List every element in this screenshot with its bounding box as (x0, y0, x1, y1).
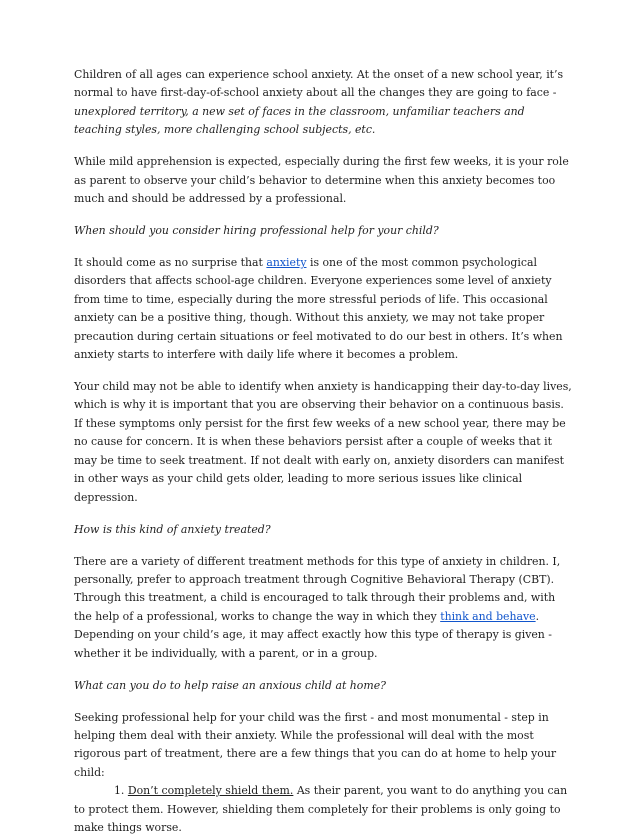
treatment-paragraph (74, 553, 574, 663)
think-and-behave-link[interactable]: think and behave (440, 609, 536, 623)
document-page (74, 66, 574, 837)
anxiety-paragraph (74, 254, 574, 364)
intro-text: Children of all ages can experience school anxiety. At the onset of a new school year, it’s normal to have first-day-of-school anxiety about all the changes they are going to face - (74, 68, 564, 100)
list-item-title: Don’t completely shield them. (127, 784, 294, 798)
intro-paragraph (74, 66, 574, 140)
heading-help-at-home: What can you do to help raise an anxious child at home? (74, 678, 386, 692)
treatment-text-after: . Depending on your child’s age, it may affect exactly how this type of therapy is given - whether it be individually, with a parent, or in a group. (74, 609, 552, 660)
heading-when-to-hire: When should you consider hiring professional help for your child? (74, 224, 439, 238)
anxiety-text-after: is one of the most common psychological disorders that affects school-age children. Everyone experiences some level of anxiety from time to time, especially during the more stressful periods of life. This occasional anxiety can be a positive thing, though. Without this anxiety, we may not take proper precaution during certain situations or feel motivated to do our best in others. It’s when anxiety starts to interfere with daily life where it becomes a problem. (74, 256, 563, 362)
anxiety-link[interactable]: anxiety (266, 256, 307, 270)
heading-how-treated: How is this kind of anxiety treated? (74, 522, 271, 536)
list-item (74, 782, 574, 837)
intro-emphasis: unexplored territory, a new set of faces in the classroom, unfamiliar teachers and teaching styles, more challenging school subjects, etc. (74, 104, 525, 137)
list-item-text: As their parent, you want to do anything you can to protect them. However, shielding them completely for their problems is only going to make things worse. (74, 784, 568, 834)
observe-paragraph: Your child may not be able to identify when anxiety is handicapping their day-to-day lives, which is why it is important that you are observing their behavior on a continuous basis. If these symptoms only persist for the first few weeks of a new school year, there may be no cause for concern. It is when these behaviors persist after a couple of weeks that it may be time to seek treatment. If not dealt with early on, anxiety disorders can manifest in other ways as your child gets older, leading to more serious issues like clinical depression. (74, 380, 572, 504)
list-item-number: 1. (114, 784, 125, 798)
home-help-paragraph: Seeking professional help for your child was the first - and most monumental - step in helping them deal with their anxiety. While the professional will deal with the most rigorous part of treatment, there are a few things that you can do at home to help your child: (74, 710, 557, 779)
role-paragraph: While mild apprehension is expected, especially during the first few weeks, it is your role as parent to observe your child’s behavior to determine when this anxiety becomes too much and should be addressed by a professional. (74, 155, 569, 206)
treatment-text-before: There are a variety of different treatment methods for this type of anxiety in children. I, personally, prefer to approach treatment through Cognitive Behavioral Therapy (CBT). Through this treatment, a child is encouraged to talk through their problems and, with the help of a professional, works to change the way in which they (74, 554, 561, 623)
anxiety-text-before: It should come as no surprise that (74, 256, 267, 270)
